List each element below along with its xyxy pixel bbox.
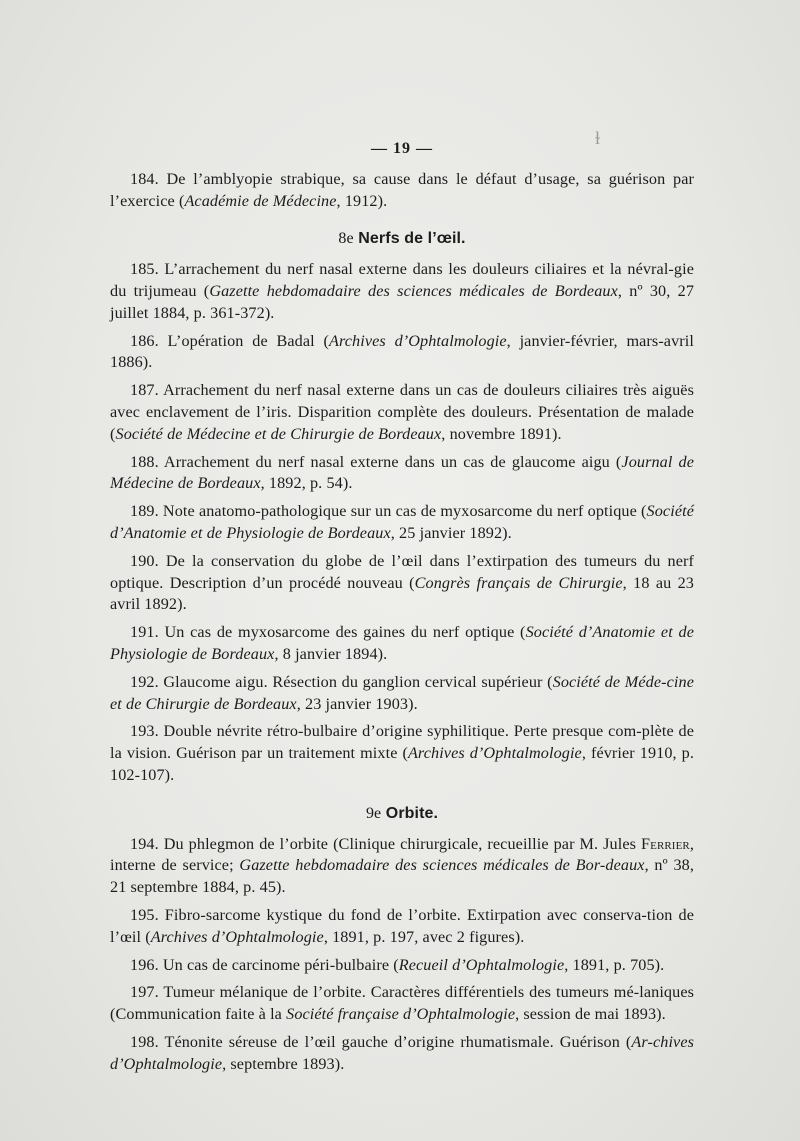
entry-194 <box>110 834 694 899</box>
entry-source: Société d’Anatomie et de Physiologie de Bordeaux <box>110 502 694 542</box>
entry-text: Note anatomo-pathologique sur un cas de myxosarcome du nerf optique ( <box>162 502 647 521</box>
entry-188 <box>110 452 694 496</box>
entry-number: 192. <box>130 672 159 691</box>
entry-number: 197. <box>130 983 159 1002</box>
section-number: 8e <box>338 230 354 248</box>
entry-text: Fibro-sarcome kystique du fond de l’orbite. Extirpation avec conserva-tion de l’œil ( <box>110 905 694 946</box>
entry-184 <box>110 169 694 213</box>
entry-189 <box>110 501 694 545</box>
entry-source: Recueil d’Ophtalmologie <box>398 955 565 974</box>
entry-number: 184. <box>130 169 159 188</box>
entry-text: , septembre 1893). <box>222 1054 345 1073</box>
entry-text: , nº 38, 21 septembre 1884, p. 45). <box>110 856 694 897</box>
person-name: Ferrier <box>641 834 690 853</box>
entry-text: Glaucome aigu. Résection du ganglion cervical supérieur ( <box>163 672 553 691</box>
entry-number: 194. <box>130 834 159 853</box>
entry-text: Du phlegmon de l’orbite (Clinique chirurgicale, recueillie par M. Jules <box>163 834 642 853</box>
entry-text: , 1912). <box>336 191 388 210</box>
entry-number: 196. <box>130 955 159 974</box>
entry-text: , janvier-février, mars-avril 1886). <box>110 331 694 372</box>
entry-text: Ténonite séreuse de l’œil gauche d’origine rhumatismale. Guérison ( <box>164 1032 632 1051</box>
section-title: Orbite. <box>385 804 439 822</box>
entry-number: 188. <box>130 452 159 471</box>
section-heading-nerfs <box>110 228 694 250</box>
entry-source: Archives d’Ophtalmologie <box>407 744 582 763</box>
entry-number: 195. <box>130 905 159 924</box>
entry-text: L’opération de Badal ( <box>167 331 329 350</box>
entry-196 <box>110 955 694 977</box>
entry-text: L’arrachement du nerf nasal externe dans les douleurs ciliaires et la névral-gie du trijumeau ( <box>110 260 694 300</box>
entry-197 <box>110 982 694 1026</box>
section-heading-orbite <box>110 803 694 825</box>
entry-text: , 1891, p. 705). <box>564 955 665 974</box>
entry-text: , 8 janvier 1894). <box>274 644 388 663</box>
entry-number: 191. <box>130 623 159 642</box>
entry-source: Gazette hebdomadaire des sciences médicales de Bordeaux <box>209 281 618 300</box>
entry-source: Archives d’Ophtalmologie <box>328 331 507 350</box>
entry-text: , 1891, p. 197, avec 2 figures). <box>323 927 525 946</box>
entry-text: Double névrite rétro-bulbaire d’origine syphilitique. Perte presque com-plète de la vision. Guérison par un traitement mixte ( <box>110 722 695 763</box>
entry-source: Société française d’Ophtalmologie <box>286 1005 516 1024</box>
entry-number: 193. <box>130 722 159 741</box>
entry-text: Tumeur mélanique de l’orbite. Caractères différentiels des tumeurs mé-laniques (Communication faite à la <box>110 983 694 1024</box>
entry-text: , 23 janvier 1903). <box>296 694 418 713</box>
entry-source: Société de Méde-cine et de Chirurgie de Bordeaux <box>110 672 694 713</box>
entry-text: , février 1910, p. 102-107). <box>110 744 694 784</box>
entry-number: 186. <box>130 331 159 350</box>
entry-number: 185. <box>130 260 159 279</box>
entry-187 <box>110 380 694 445</box>
entry-186 <box>110 331 694 375</box>
section-title: Nerfs de l’œil. <box>358 230 466 248</box>
entry-source: Archives d’Ophtalmologie <box>150 927 324 946</box>
entry-185 <box>110 259 694 324</box>
entry-source: Ar-chives d’Ophtalmologie <box>110 1032 695 1073</box>
entry-number: 187. <box>130 381 159 400</box>
entry-source: Académie de Médecine <box>184 191 337 210</box>
entry-number: 198. <box>130 1032 159 1051</box>
entry-text: , 18 au 23 avril 1892). <box>110 573 695 614</box>
entry-text: Un cas de carcinome péri-bulbaire ( <box>162 955 399 974</box>
entry-text: Arrachement du nerf nasal externe dans un cas de douleurs ciliaires très aiguës avec enclavement de l’iris. Disparition complète des douleurs. Présentation de malade ( <box>110 381 694 443</box>
entry-text: , novembre 1891). <box>441 424 562 443</box>
page-number: — 19 — <box>371 140 433 157</box>
entry-195 <box>110 905 694 949</box>
entry-text: Un cas de myxosarcome des gaines du nerf optique ( <box>164 623 526 642</box>
entry-text: , 25 janvier 1892). <box>390 523 512 542</box>
entry-192 <box>110 672 694 716</box>
entry-193 <box>110 721 694 786</box>
entry-number: 190. <box>130 551 159 570</box>
page-text <box>110 138 694 1081</box>
entry-191 <box>110 622 694 666</box>
entry-text: , 1892, p. 54). <box>260 474 353 493</box>
entry-source: Société d’Anatomie et de Physiologie de Bordeaux <box>110 623 694 663</box>
entry-text: , session de mai 1893). <box>515 1005 666 1024</box>
entry-198 <box>110 1032 694 1076</box>
section-number: 9e <box>365 804 382 822</box>
entry-190 <box>110 551 694 616</box>
entry-text: Arrachement du nerf nasal externe dans un cas de glaucome aigu ( <box>163 452 622 471</box>
entry-source: Société de Médecine et de Chirurgie de Bordeaux <box>115 424 442 443</box>
entry-source: Gazette hebdomadaire des sciences médicales de Bor-deaux <box>239 856 645 875</box>
stray-ink-mark: ɫ <box>595 128 601 148</box>
entry-text: De la conservation du globe de l’œil dans l’extirpation des tumeurs du nerf optique. Description d’un procédé nouveau ( <box>110 551 694 592</box>
entry-text: De l’amblyopie strabique, sa cause dans le défaut d’usage, sa guérison par l’exercice ( <box>110 169 694 210</box>
entry-source: Congrès français de Chirurgie <box>414 573 623 592</box>
entry-number: 189. <box>130 502 159 521</box>
entry-source: Journal de Médecine de Bordeaux <box>110 452 694 493</box>
entry-text: , interne de service; <box>110 834 694 875</box>
entry-text: , nº 30, 27 juillet 1884, p. 361-372). <box>110 281 695 322</box>
